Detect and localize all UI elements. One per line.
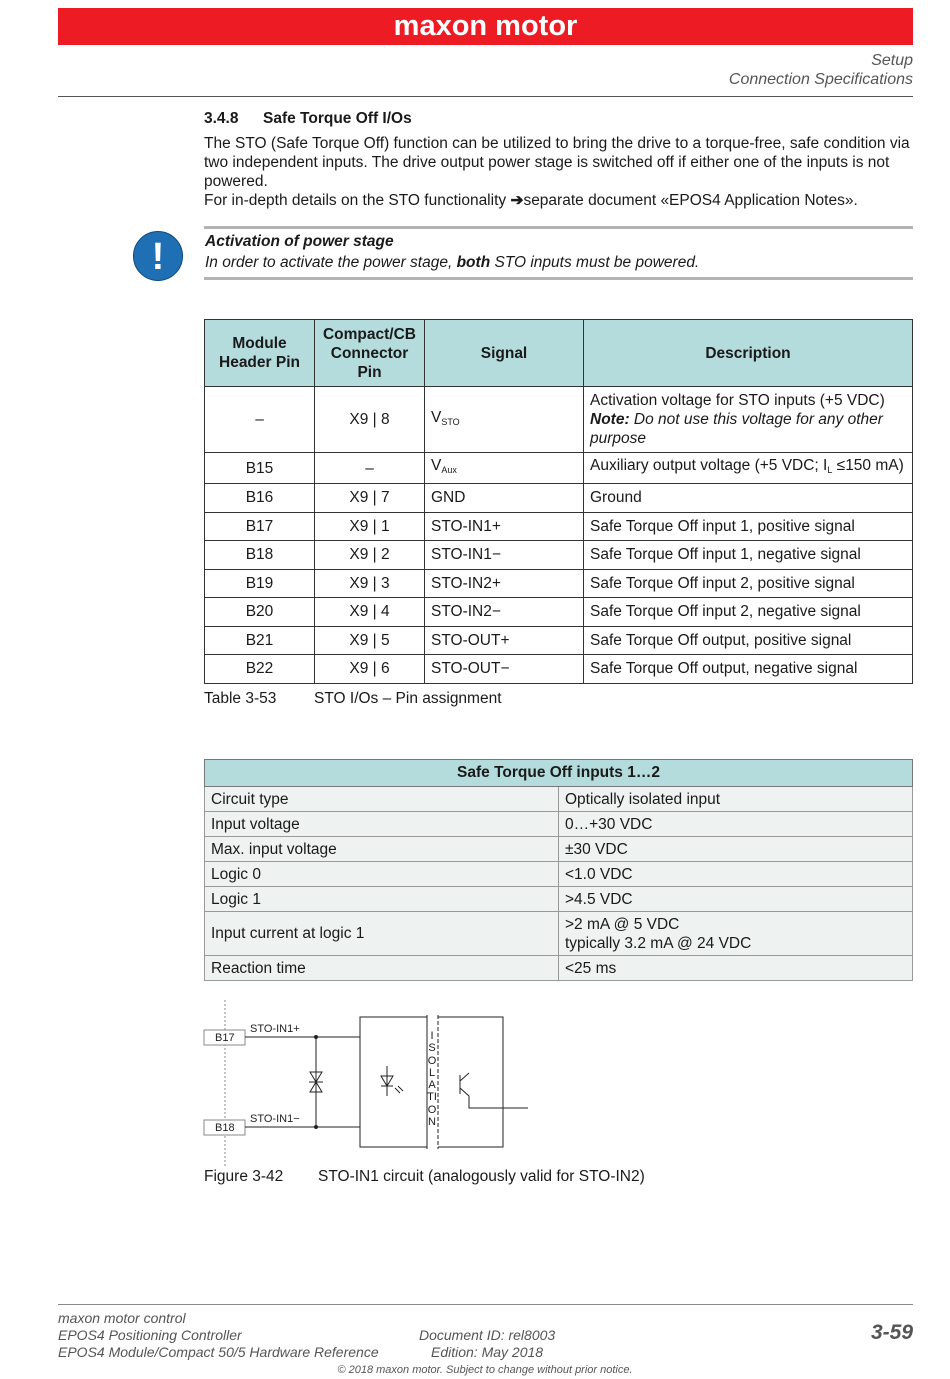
cell-module: B19 — [205, 569, 315, 598]
spec-row — [205, 837, 913, 862]
spec-value-line: typically 3.2 mA @ 24 VDC — [565, 934, 752, 952]
signal-subscript: Aux — [441, 465, 457, 475]
table-row — [205, 512, 913, 541]
spec-value — [559, 812, 913, 837]
note-bottom-rule — [204, 277, 913, 280]
reference-prefix: For in-depth details on the STO functionality — [204, 192, 511, 209]
section-title: Safe Torque Off I/Os — [263, 110, 412, 127]
cell-compact: X9 | 8 — [315, 387, 425, 453]
spec-value — [559, 837, 913, 862]
signal-text: V — [431, 408, 442, 426]
led-icon — [381, 1066, 403, 1096]
signal-text: V — [431, 457, 442, 474]
isolation-label: ISOLATION — [427, 1030, 437, 1129]
footer-left — [58, 1310, 379, 1361]
page-number: 3-59 — [870, 1321, 913, 1344]
cell-desc: Safe Torque Off input 1, negative signal — [584, 541, 913, 570]
cell-module: B15 — [205, 453, 315, 484]
footer-company: maxon motor control — [58, 1310, 186, 1326]
cell-signal: STO-IN2− — [425, 598, 584, 627]
footer-edition: Edition: May 2018 — [431, 1344, 544, 1360]
cell-desc: Safe Torque Off input 2, positive signal — [584, 569, 913, 598]
table-row — [205, 569, 913, 598]
wiring — [245, 1015, 503, 1149]
spec-value-line: >2 mA @ 5 VDC — [565, 915, 680, 933]
table-row — [205, 655, 913, 684]
cell-signal: STO-IN2+ — [425, 569, 584, 598]
cell-signal: STO-OUT− — [425, 655, 584, 684]
header-description: Description — [584, 320, 913, 387]
section-heading — [204, 110, 412, 128]
phototransistor-icon — [460, 1073, 528, 1108]
cell-module: B20 — [205, 598, 315, 627]
arrow-icon: ➔ — [510, 192, 524, 209]
cell-module: B16 — [205, 484, 315, 513]
spec-row — [205, 812, 913, 837]
cell-compact: X9 | 1 — [315, 512, 425, 541]
junction-dot — [314, 1125, 318, 1129]
cell-module: B18 — [205, 541, 315, 570]
table-row — [205, 453, 913, 484]
table-row — [205, 484, 913, 513]
cell-signal: GND — [425, 484, 584, 513]
spec-value — [559, 956, 913, 981]
intro-paragraph: The STO (Safe Torque Off) function can be utilized to bring the drive to a torque-free, safe condition via two independent inputs. The drive output power stage is switched off if either one of the inputs is not powered. — [204, 135, 910, 190]
note-text-bold: both — [456, 254, 491, 271]
spec-label: Logic 1 — [205, 887, 559, 912]
spec-row — [205, 887, 913, 912]
table-caption-number: Table 3-53 — [204, 690, 277, 707]
table-row — [205, 598, 913, 627]
note-top-rule — [204, 226, 913, 229]
spec-label: Input current at logic 1 — [205, 912, 559, 956]
sto-input-spec-table — [204, 759, 913, 981]
cell-signal: STO-OUT+ — [425, 626, 584, 655]
cell-desc: Ground — [584, 484, 913, 513]
sto-circuit-diagram — [195, 995, 540, 1170]
cell-compact: – — [315, 453, 425, 484]
cell-description — [584, 453, 913, 484]
cell-desc: Safe Torque Off output, positive signal — [584, 626, 913, 655]
desc-note-text: Do not use this voltage for any other purpose — [590, 411, 883, 447]
cell-module: B17 — [205, 512, 315, 541]
figure-caption-text: STO-IN1 circuit (analogously valid for STO-IN2) — [318, 1168, 645, 1185]
spec-value-line: >4.5 VDC — [565, 890, 633, 908]
spec-value-line: ±30 VDC — [565, 840, 628, 858]
intro-text — [204, 134, 916, 210]
note-text-b: STO inputs must be powered. — [490, 254, 700, 271]
table-row — [205, 541, 913, 570]
copyright: © 2018 maxon motor. Subject to change without prior notice. — [337, 1364, 633, 1376]
desc-text: Auxiliary output voltage (+5 VDC; I — [590, 457, 828, 474]
note-text-a: In order to activate the power stage, — [205, 254, 457, 271]
spec-value — [559, 787, 913, 812]
brand-header: maxon motor — [58, 8, 913, 45]
table-header-row — [205, 320, 913, 387]
cell-signal — [425, 453, 584, 484]
note-title: Activation of power stage — [205, 233, 394, 250]
cell-module: B22 — [205, 655, 315, 684]
desc-subscript: L — [827, 465, 833, 475]
pin-b17-label: B17 — [215, 1032, 235, 1044]
desc-text-tail: ≤150 mA) — [832, 457, 904, 474]
cell-module: – — [205, 387, 315, 453]
desc-note-label: Note: — [590, 411, 630, 428]
footer-doc-id: Document ID: rel8003 — [419, 1327, 556, 1343]
spec-label: Logic 0 — [205, 862, 559, 887]
section-label: Connection Specifications — [728, 71, 913, 88]
header-signal: Signal — [425, 320, 584, 387]
cell-compact: X9 | 4 — [315, 598, 425, 627]
spec-value-line: 0…+30 VDC — [565, 815, 653, 833]
spec-row — [205, 787, 913, 812]
reference-link[interactable]: separate document «EPOS4 Application Notes». — [523, 192, 858, 209]
cell-desc: Safe Torque Off output, negative signal — [584, 655, 913, 684]
section-number: 3.4.8 — [204, 110, 239, 127]
spec-label: Circuit type — [205, 787, 559, 812]
header-rule — [58, 96, 913, 97]
spec-row — [205, 956, 913, 981]
footer-rule — [58, 1304, 913, 1305]
pin-b18-label: B18 — [215, 1122, 235, 1134]
desc-text: Activation voltage for STO inputs (+5 VDC) — [590, 392, 885, 409]
spec-value-line: <1.0 VDC — [565, 865, 633, 883]
figure-caption-number: Figure 3-42 — [204, 1168, 284, 1185]
cell-compact: X9 | 5 — [315, 626, 425, 655]
signal-subscript: STO — [441, 416, 460, 427]
cell-desc: Safe Torque Off input 1, positive signal — [584, 512, 913, 541]
spec-row — [205, 912, 913, 956]
table-caption-text: STO I/Os – Pin assignment — [314, 690, 502, 707]
cell-desc: Safe Torque Off input 2, negative signal — [584, 598, 913, 627]
spec-value — [559, 887, 913, 912]
cell-compact: X9 | 2 — [315, 541, 425, 570]
info-exclamation-icon: ! — [133, 231, 183, 281]
chapter-label: Setup — [871, 52, 913, 69]
spec-label: Max. input voltage — [205, 837, 559, 862]
header-module-pin: Module Header Pin — [205, 320, 315, 387]
spec-value — [559, 862, 913, 887]
note-text — [205, 254, 699, 272]
spec-label: Reaction time — [205, 956, 559, 981]
spec-row — [205, 862, 913, 887]
net-neg-label: STO-IN1− — [250, 1113, 300, 1125]
cell-description — [584, 387, 913, 453]
spec-value-line: <25 ms — [565, 959, 617, 977]
header-compact-pin: Compact/CB Connector Pin — [315, 320, 425, 387]
reference-line — [204, 191, 916, 210]
spec-label: Input voltage — [205, 812, 559, 837]
pin-assignment-table — [204, 319, 913, 684]
spec-value — [559, 912, 913, 956]
table-row — [205, 387, 913, 453]
junction-dot — [314, 1035, 318, 1039]
footer-doc-title: EPOS4 Module/Compact 50/5 Hardware Reference — [58, 1344, 379, 1360]
cell-signal: STO-IN1− — [425, 541, 584, 570]
net-pos-label: STO-IN1+ — [250, 1023, 300, 1035]
cell-module: B21 — [205, 626, 315, 655]
cell-signal — [425, 387, 584, 453]
table-row — [205, 626, 913, 655]
spec-table-title: Safe Torque Off inputs 1…2 — [205, 760, 913, 787]
spec-value-line: Optically isolated input — [565, 790, 721, 808]
footer-product: EPOS4 Positioning Controller — [58, 1327, 242, 1343]
cell-compact: X9 | 7 — [315, 484, 425, 513]
cell-signal: STO-IN1+ — [425, 512, 584, 541]
cell-compact: X9 | 6 — [315, 655, 425, 684]
cell-compact: X9 | 3 — [315, 569, 425, 598]
